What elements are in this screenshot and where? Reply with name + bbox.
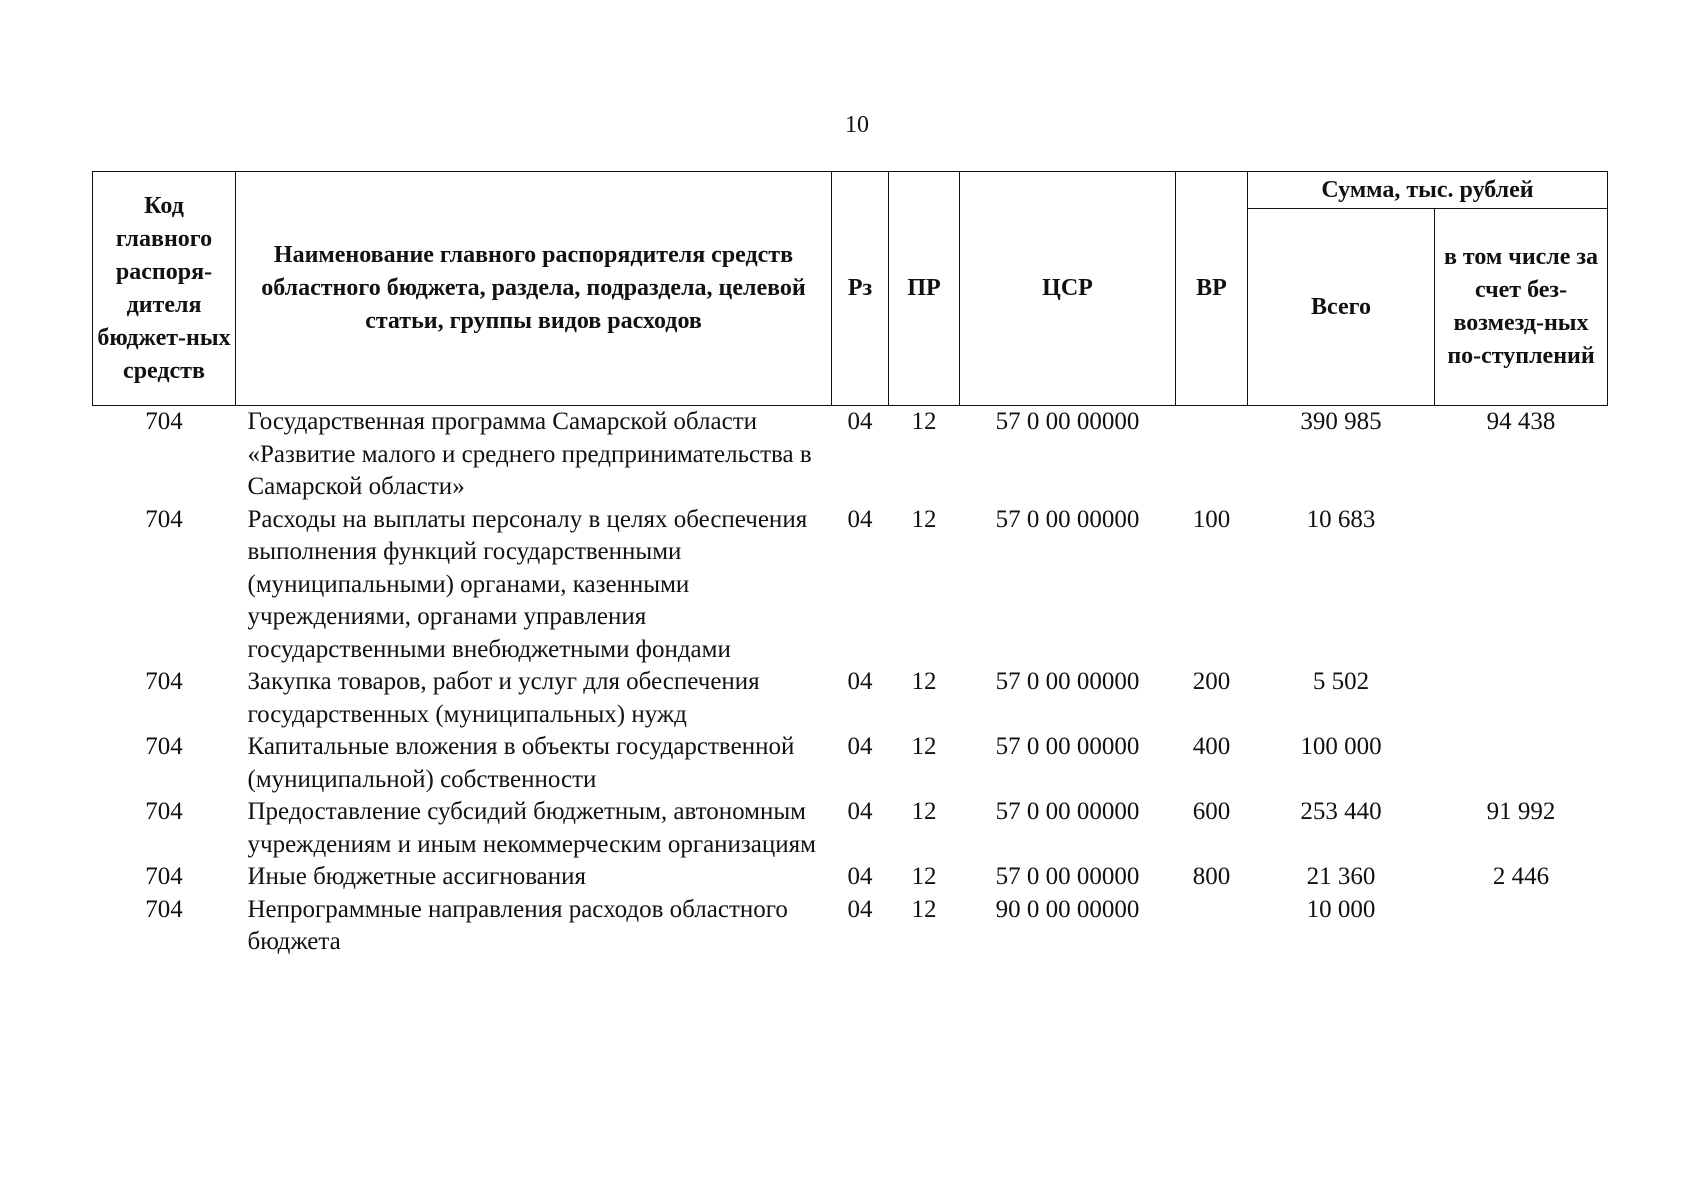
cell-csr: 57 0 00 00000	[995, 798, 1140, 825]
table-row	[93, 861, 1608, 894]
table-row	[93, 406, 1608, 504]
cell-name: Иные бюджетные ассигнования	[247, 863, 587, 890]
cell-name: Капитальные вложения в объекты государственной (муниципальной) собственности	[247, 733, 795, 793]
cell-name: Государственная программа Самарской области «Развитие малого и среднего предпринимательства в Самарской области»	[247, 408, 812, 500]
cell-vr: 400	[1192, 733, 1231, 760]
cell-name: Расходы на выплаты персоналу в целях обеспечения выполнения функций государственными (муниципальными) органами, казенными учреждениями, органами управления государственными внебюджетными фондами	[247, 505, 808, 663]
header-rz: Рз	[832, 172, 889, 406]
cell-pr: 12	[911, 668, 937, 695]
cell-gratis	[1435, 731, 1608, 796]
table-row	[93, 796, 1608, 861]
cell-code: 704	[145, 863, 183, 890]
table-row	[93, 894, 1608, 959]
cell-vr: 600	[1192, 798, 1231, 825]
cell-rz: 04	[847, 895, 873, 923]
cell-code: 704	[145, 895, 183, 923]
table-row	[93, 504, 1608, 667]
cell-csr: 57 0 00 00000	[995, 863, 1140, 890]
header-pr: ПР	[889, 172, 960, 406]
cell-gratis: 2 446	[1492, 863, 1550, 890]
cell-gratis	[1435, 666, 1608, 731]
cell-gratis	[1435, 894, 1608, 959]
cell-name: Закупка товаров, работ и услуг для обеспечения государственных (муниципальных) нужд	[247, 668, 760, 728]
cell-csr: 57 0 00 00000	[995, 668, 1140, 695]
table-row	[93, 731, 1608, 796]
cell-total: 253 440	[1300, 798, 1382, 825]
header-gratis: в том числе за счет без-возмезд-ных по-ступлений	[1435, 209, 1608, 406]
cell-total: 21 360	[1306, 863, 1376, 890]
cell-code: 704	[145, 408, 183, 435]
cell-gratis: 91 992	[1486, 798, 1556, 825]
cell-vr	[1176, 894, 1248, 959]
cell-csr: 57 0 00 00000	[995, 733, 1140, 760]
cell-rz: 04	[847, 863, 873, 890]
header-vr: ВР	[1176, 172, 1248, 406]
cell-name: Предоставление субсидий бюджетным, автономным учреждениям и иным некоммерческим организациям	[247, 798, 816, 858]
header-code: Код главного распоря-дителя бюджет-ных средств	[93, 172, 236, 406]
cell-name: Непрограммные направления расходов областного бюджета	[247, 895, 788, 955]
cell-total: 100 000	[1300, 733, 1382, 760]
cell-code: 704	[145, 505, 183, 533]
cell-vr	[1176, 406, 1248, 504]
cell-rz: 04	[847, 798, 873, 825]
cell-rz: 04	[847, 733, 873, 760]
cell-total: 5 502	[1312, 668, 1370, 695]
budget-table	[92, 171, 1608, 959]
cell-code: 704	[145, 668, 183, 695]
cell-gratis	[1435, 504, 1608, 667]
cell-rz: 04	[847, 668, 873, 695]
cell-pr: 12	[911, 505, 937, 533]
cell-vr: 100	[1192, 505, 1231, 533]
cell-pr: 12	[911, 408, 937, 435]
cell-vr: 800	[1192, 863, 1231, 890]
table-body	[93, 406, 1608, 959]
cell-pr: 12	[911, 798, 937, 825]
header-sum-group: Сумма, тыс. рублей	[1248, 172, 1608, 209]
cell-csr: 90 0 00 00000	[995, 895, 1140, 923]
header-csr: ЦСР	[960, 172, 1176, 406]
cell-code: 704	[145, 798, 183, 825]
cell-total: 390 985	[1300, 408, 1382, 435]
header-total: Всего	[1248, 209, 1435, 406]
cell-code: 704	[145, 733, 183, 760]
header-name: Наименование главного распорядителя средств областного бюджета, раздела, подраздела, целевой статьи, группы видов расходов	[236, 172, 832, 406]
cell-total: 10 000	[1306, 895, 1376, 923]
cell-csr: 57 0 00 00000	[995, 505, 1140, 533]
cell-pr: 12	[911, 863, 937, 890]
cell-rz: 04	[847, 505, 873, 533]
cell-pr: 12	[911, 733, 937, 760]
cell-rz: 04	[847, 408, 873, 435]
cell-vr: 200	[1192, 668, 1231, 695]
cell-gratis: 94 438	[1486, 408, 1556, 435]
cell-total: 10 683	[1306, 505, 1376, 533]
cell-pr: 12	[911, 895, 937, 923]
page-number: 10	[845, 112, 869, 138]
cell-csr: 57 0 00 00000	[995, 408, 1140, 435]
table-row	[93, 666, 1608, 731]
